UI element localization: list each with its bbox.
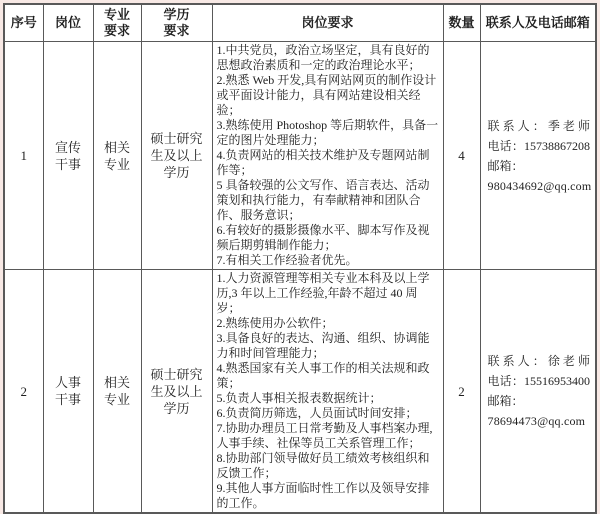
requirement-item: 5 具备较强的公文写作、语言表达、活动策划和执行能力，有奉献精神和团队合作、服务意识； (216, 178, 430, 222)
header-education-label: 学历要求 (163, 7, 190, 38)
requirement-item: 6.有较好的摄影摄像水平、脚本写作及视频后期剪辑制作能力； (216, 223, 430, 252)
header-position-label: 岗位 (54, 15, 81, 30)
contact-name: 联系人：徐老师 (487, 354, 590, 368)
header-education-requirement (141, 4, 212, 42)
requirement-item: 1.人力资源管理等相关专业本科及以上学历,3 年以上工作经验,年龄不超过 40 周岁； (216, 271, 430, 315)
education-text: 硕士研究生及以上学历 (150, 131, 203, 180)
major-text: 相关专业 (103, 375, 130, 407)
cell-position (43, 42, 93, 270)
contact-email-label: 邮箱： (487, 158, 524, 173)
cell-major (93, 270, 141, 514)
contact-phone: 电话：15738867208 (487, 138, 590, 153)
contact-phone: 电话：15516953400 (487, 374, 590, 388)
header-contact-label: 联系人及电话邮箱 (485, 15, 590, 30)
requirement-item: 2.熟悉 Web 开发,具有网站网页的制作设计或平面设计能力，具有网站建设相关经验； (216, 73, 437, 117)
requirement-item: 6.负责简历筛选，人员面试时间安排； (216, 406, 418, 420)
requirement-item: 8.协助部门领导做好员工绩效考核组织和反馈工作； (216, 451, 430, 480)
requirement-item: 9.其他人事方面临时性工作以及领导安排的工作。 (216, 481, 430, 510)
header-serial (4, 4, 43, 42)
header-quantity-label: 数量 (448, 15, 475, 30)
header-major-label: 专业要求 (103, 7, 130, 38)
requirement-item: 3.熟练使用 Photoshop 等后期软件，具备一定的图片处理能力； (216, 118, 439, 147)
cell-contact (480, 42, 596, 270)
position-text: 宣传干事 (54, 139, 81, 172)
requirement-item: 4.熟悉国家有关人事工作的相关法规和政策； (216, 361, 430, 390)
cell-major (93, 42, 141, 270)
contact-name: 联系人：季老师 (487, 118, 590, 133)
header-serial-label: 序号 (10, 15, 37, 30)
cell-contact (480, 270, 596, 514)
table-row (4, 270, 596, 514)
header-quantity (443, 4, 480, 42)
education-text: 硕士研究生及以上学历 (150, 366, 203, 416)
header-row (4, 4, 596, 42)
requirement-item: 7.协助办理员工日常考勤及人事档案办理,人事手续、社保等员工关系管理工作； (216, 421, 433, 450)
requirement-item: 5.负责人事相关报表数据统计； (216, 391, 382, 405)
cell-education (141, 270, 212, 514)
contact-email: 980434692@qq.com (487, 178, 592, 193)
requirement-item: 7.有相关工作经验者优先。 (216, 253, 358, 267)
position-text: 人事干事 (54, 375, 81, 407)
table-row (4, 42, 596, 270)
cell-serial: 2 (4, 270, 43, 514)
cell-requirements (212, 42, 443, 270)
header-contact (480, 4, 596, 42)
requirement-item: 2.熟练使用办公软件； (216, 316, 334, 330)
header-job-requirements (212, 4, 443, 42)
cell-serial: 1 (4, 42, 43, 270)
header-requirements-label: 岗位要求 (301, 15, 354, 30)
contact-block (481, 116, 596, 196)
contact-email: 78694473@qq.com (487, 414, 586, 428)
cell-education (141, 42, 212, 270)
cell-requirements (212, 270, 443, 514)
requirement-item: 4.负责网站的相关技术维护及专题网站制作等； (216, 148, 430, 177)
requirement-item: 1.中共党员，政治立场坚定，具有良好的思想政治素质和一定的政治理论水平； (216, 43, 430, 72)
cell-position (43, 270, 93, 514)
major-text: 相关专业 (103, 139, 130, 172)
cell-quantity: 2 (443, 270, 480, 514)
header-major-requirement (93, 4, 141, 42)
header-position (43, 4, 93, 42)
cell-quantity: 4 (443, 42, 480, 270)
requirement-item: 3.具备良好的表达、沟通、组织、协调能力和时间管理能力； (216, 331, 430, 360)
contact-block (481, 351, 596, 431)
requirements-list (213, 42, 443, 269)
requirements-list (213, 270, 443, 512)
job-listing-table (3, 3, 597, 514)
contact-email-label: 邮箱： (487, 394, 524, 408)
